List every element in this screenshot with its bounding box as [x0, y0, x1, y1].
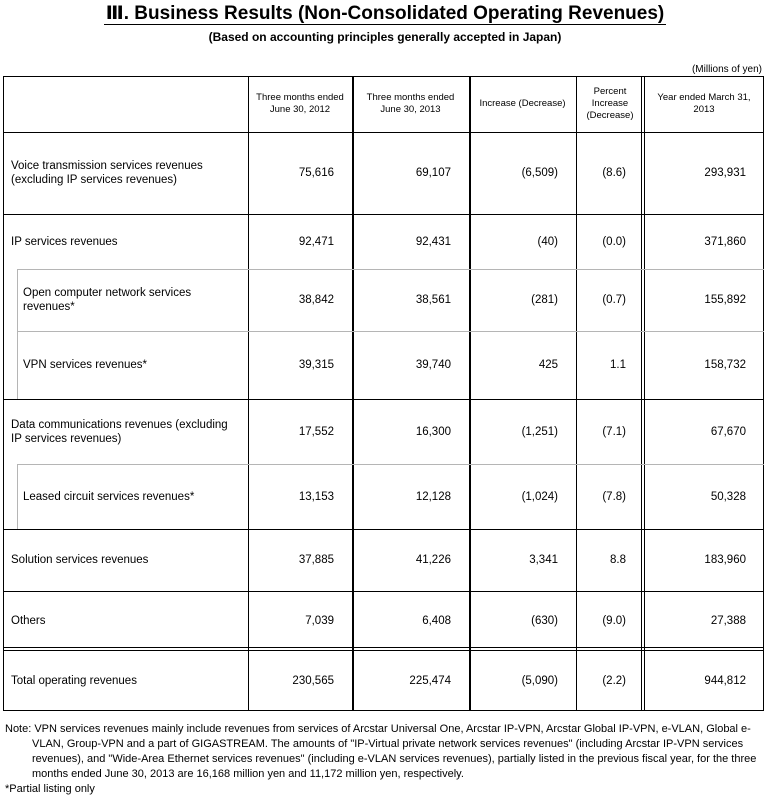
- page-title: Ⅲ. Business Results (Non-Consolidated Operating Revenues): [105, 3, 665, 24]
- table-cell: 38,561: [415, 294, 451, 306]
- table-cell: 38,842: [298, 294, 334, 306]
- row-label: Voice transmission services revenues (excluding IP services revenues): [11, 160, 203, 186]
- table-cell: 293,931: [704, 167, 746, 179]
- footnote-text: Note: VPN services revenues mainly include revenues from services of Arcstar Universal One, Arcstar IP-VPN, Arcstar Global IP-VPN, e-VLAN, Global e-VLAN, Group-VPN and a part of GIGASTREAM. The amounts of "IP-Virtual private network services revenues" (including Arcstar IP-VPN services revenues), and "Wide-Area Ethernet services revenues" (including e-VLAN services revenues), partially listed in the previous fiscal year, for the three months ended June 30, 2013 are 16,168 million yen and 11,172 million yen, respectively.: [5, 723, 757, 780]
- table-cell: 371,860: [704, 235, 746, 248]
- table-cell: 1.1: [610, 359, 626, 371]
- table-cell: (6,509): [521, 167, 558, 179]
- table-cell: 92,471: [298, 235, 334, 248]
- table-cell: 17,552: [298, 425, 334, 438]
- table-cell: 50,328: [710, 490, 746, 503]
- table-cell: 225,474: [409, 674, 451, 687]
- table-cell: (1,024): [521, 490, 558, 503]
- column-header: Three months ended June 30, 2012: [256, 92, 344, 115]
- table-cell: 92,431: [415, 235, 451, 248]
- table-cell: 16,300: [415, 425, 451, 438]
- table-cell: 425: [538, 359, 558, 371]
- table-cell: 158,732: [704, 359, 746, 371]
- row-label: VPN services revenues*: [23, 359, 147, 371]
- table-cell: 6,408: [422, 614, 451, 627]
- row-label: Solution services revenues: [11, 554, 149, 566]
- table-cell: 69,107: [415, 167, 451, 179]
- table-cell: 27,388: [710, 614, 746, 627]
- partial-listing-note: *Partial listing only: [5, 783, 95, 795]
- table-cell: 41,226: [415, 554, 451, 566]
- row-label: Others: [11, 614, 46, 627]
- units-label: (Millions of yen): [691, 64, 762, 75]
- row-label: IP services revenues: [11, 235, 118, 248]
- table-cell: (281): [531, 294, 558, 306]
- table-cell: 67,670: [710, 425, 746, 438]
- table-cell: 37,885: [298, 554, 334, 566]
- table-cell: 39,315: [298, 359, 334, 371]
- table-cell: 230,565: [292, 674, 334, 687]
- table-cell: (8.6): [602, 167, 626, 179]
- table-cell: (7.1): [602, 425, 626, 438]
- table-cell: 155,892: [704, 294, 746, 306]
- table-cell: 13,153: [298, 490, 334, 503]
- table-cell: (5,090): [521, 674, 558, 687]
- table-cell: 39,740: [415, 359, 451, 371]
- table-cell: (9.0): [602, 614, 626, 627]
- table-cell: 183,960: [704, 554, 746, 566]
- column-header: Three months ended June 30, 2013: [366, 92, 455, 115]
- row-label: Leased circuit services revenues*: [23, 490, 195, 503]
- row-label: Data communications revenues (excluding IP services revenues): [11, 418, 228, 445]
- table-cell: (630): [531, 614, 558, 627]
- table-cell: 8.8: [610, 554, 626, 566]
- column-header: Year ended March 31, 2013: [657, 92, 751, 115]
- table-cell: (0.7): [602, 294, 626, 306]
- column-header: Increase (Decrease): [479, 98, 566, 109]
- column-header: Percent Increase (Decrease): [586, 86, 634, 121]
- table-cell: (2.2): [602, 674, 626, 687]
- table-cell: 3,341: [529, 554, 558, 566]
- table-cell: 7,039: [305, 614, 334, 627]
- table-cell: 12,128: [415, 490, 451, 503]
- table-cell: 944,812: [704, 674, 746, 687]
- table-cell: (7.8): [602, 490, 626, 503]
- page-subtitle: (Based on accounting principles generally accepted in Japan): [208, 30, 562, 44]
- table-cell: (40): [537, 235, 558, 248]
- revenue-table: [3, 76, 764, 711]
- table-cell: (0.0): [602, 235, 626, 248]
- table-cell: (1,251): [521, 425, 558, 438]
- row-label: Open computer network services revenues*: [23, 287, 192, 313]
- row-label: Total operating revenues: [11, 674, 137, 687]
- table-cell: 75,616: [298, 167, 334, 179]
- footnote: [5, 722, 765, 782]
